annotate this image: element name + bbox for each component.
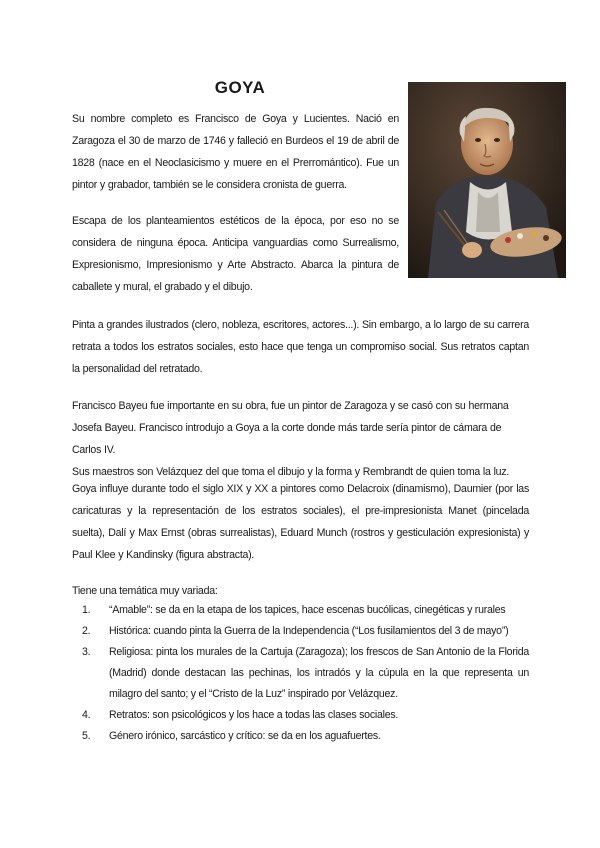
themes-list <box>82 600 529 747</box>
list-number: 4. <box>82 709 91 721</box>
list-item-text: Retratos: son psicológicos y los hace a todas las clases sociales. <box>109 709 399 721</box>
paragraph-bayeu: Francisco Bayeu fue importante en su obra, fue un pintor de Zaragoza y se casó con su hermana Josefa Bayeu. Francisco introdujo a Goya a la corte donde más tarde sería pintor de cámara de Carlos IV. <box>72 400 509 456</box>
list-number: 5. <box>82 730 91 742</box>
list-item-text: Histórica: cuando pinta la Guerra de la Independencia (“Los fusilamientos del 3 de mayo”) <box>109 625 509 637</box>
list-item <box>82 705 529 726</box>
list-item <box>82 642 529 705</box>
list-number: 2. <box>82 625 91 637</box>
list-item-text: Religiosa: pinta los murales de la Cartuja (Zaragoza); los frescos de San Antonio de la Florida (Madrid) donde destacan las pechinas, los intradós y la cúpula en la que representa un milagro del santo; y el “Cristo de la Luz” inspirado por Velázquez. <box>109 646 529 700</box>
themes-intro: Tiene una temática muy variada: <box>72 585 218 597</box>
list-item <box>82 726 529 747</box>
list-number: 3. <box>82 646 91 658</box>
portrait-painting-icon <box>408 82 566 278</box>
paragraph-influences-received <box>72 395 529 483</box>
paragraph-biography: Su nombre completo es Francisco de Goya y Lucientes. Nació en Zaragoza el 30 de marzo de 1746 y falleció en Burdeos el 19 de abril de 1828 (nace en el Neoclasicismo y muere en el Prerromántico). Fue un pintor y grabador, también se le considera cronista de guerra. <box>72 113 399 191</box>
list-item-text: “Amable”: se da en la etapa de los tapices, hace escenas bucólicas, cinegéticas y rurales <box>109 604 506 616</box>
list-number: 1. <box>82 604 91 616</box>
list-item-text: Género irónico, sarcástico y crítico: se da en los aguafuertes. <box>109 730 381 742</box>
paragraph-portraits: Pinta a grandes ilustrados (clero, nobleza, escritores, actores...). Sin embargo, a lo largo de su carrera retrata a todos los estratos sociales, esto hace que tenga un compromiso social. Sus retratos captan la personalidad del retratado. <box>72 319 529 375</box>
paragraph-style: Escapa de los planteamientos estéticos de la época, por eso no se considera de ninguna época. Anticipa vanguardias como Surrealismo, Expresionismo, Impresionismo y Arte Abstracto. Abarca la pintura de caballete y mural, el grabado y el dibujo. <box>72 215 399 293</box>
list-item <box>82 621 529 642</box>
page-title: GOYA <box>214 78 266 97</box>
paragraph-influence: Goya influye durante todo el siglo XIX y XX a pintores como Delacroix (dinamismo), Daumier (por las caricaturas y la representación de los estratos sociales), el pre-impresionista Manet (pincelada suelta), Dalí y Max Ernst (obras surrealistas), Eduard Munch (rostros y gesticulación expresionista) y Paul Klee y Kandinsky (figura abstracta). <box>72 483 529 561</box>
paragraph-masters: Sus maestros son Velázquez del que toma el dibujo y la forma y Rembrandt de quien toma la luz. <box>72 466 510 478</box>
list-item <box>82 600 529 621</box>
